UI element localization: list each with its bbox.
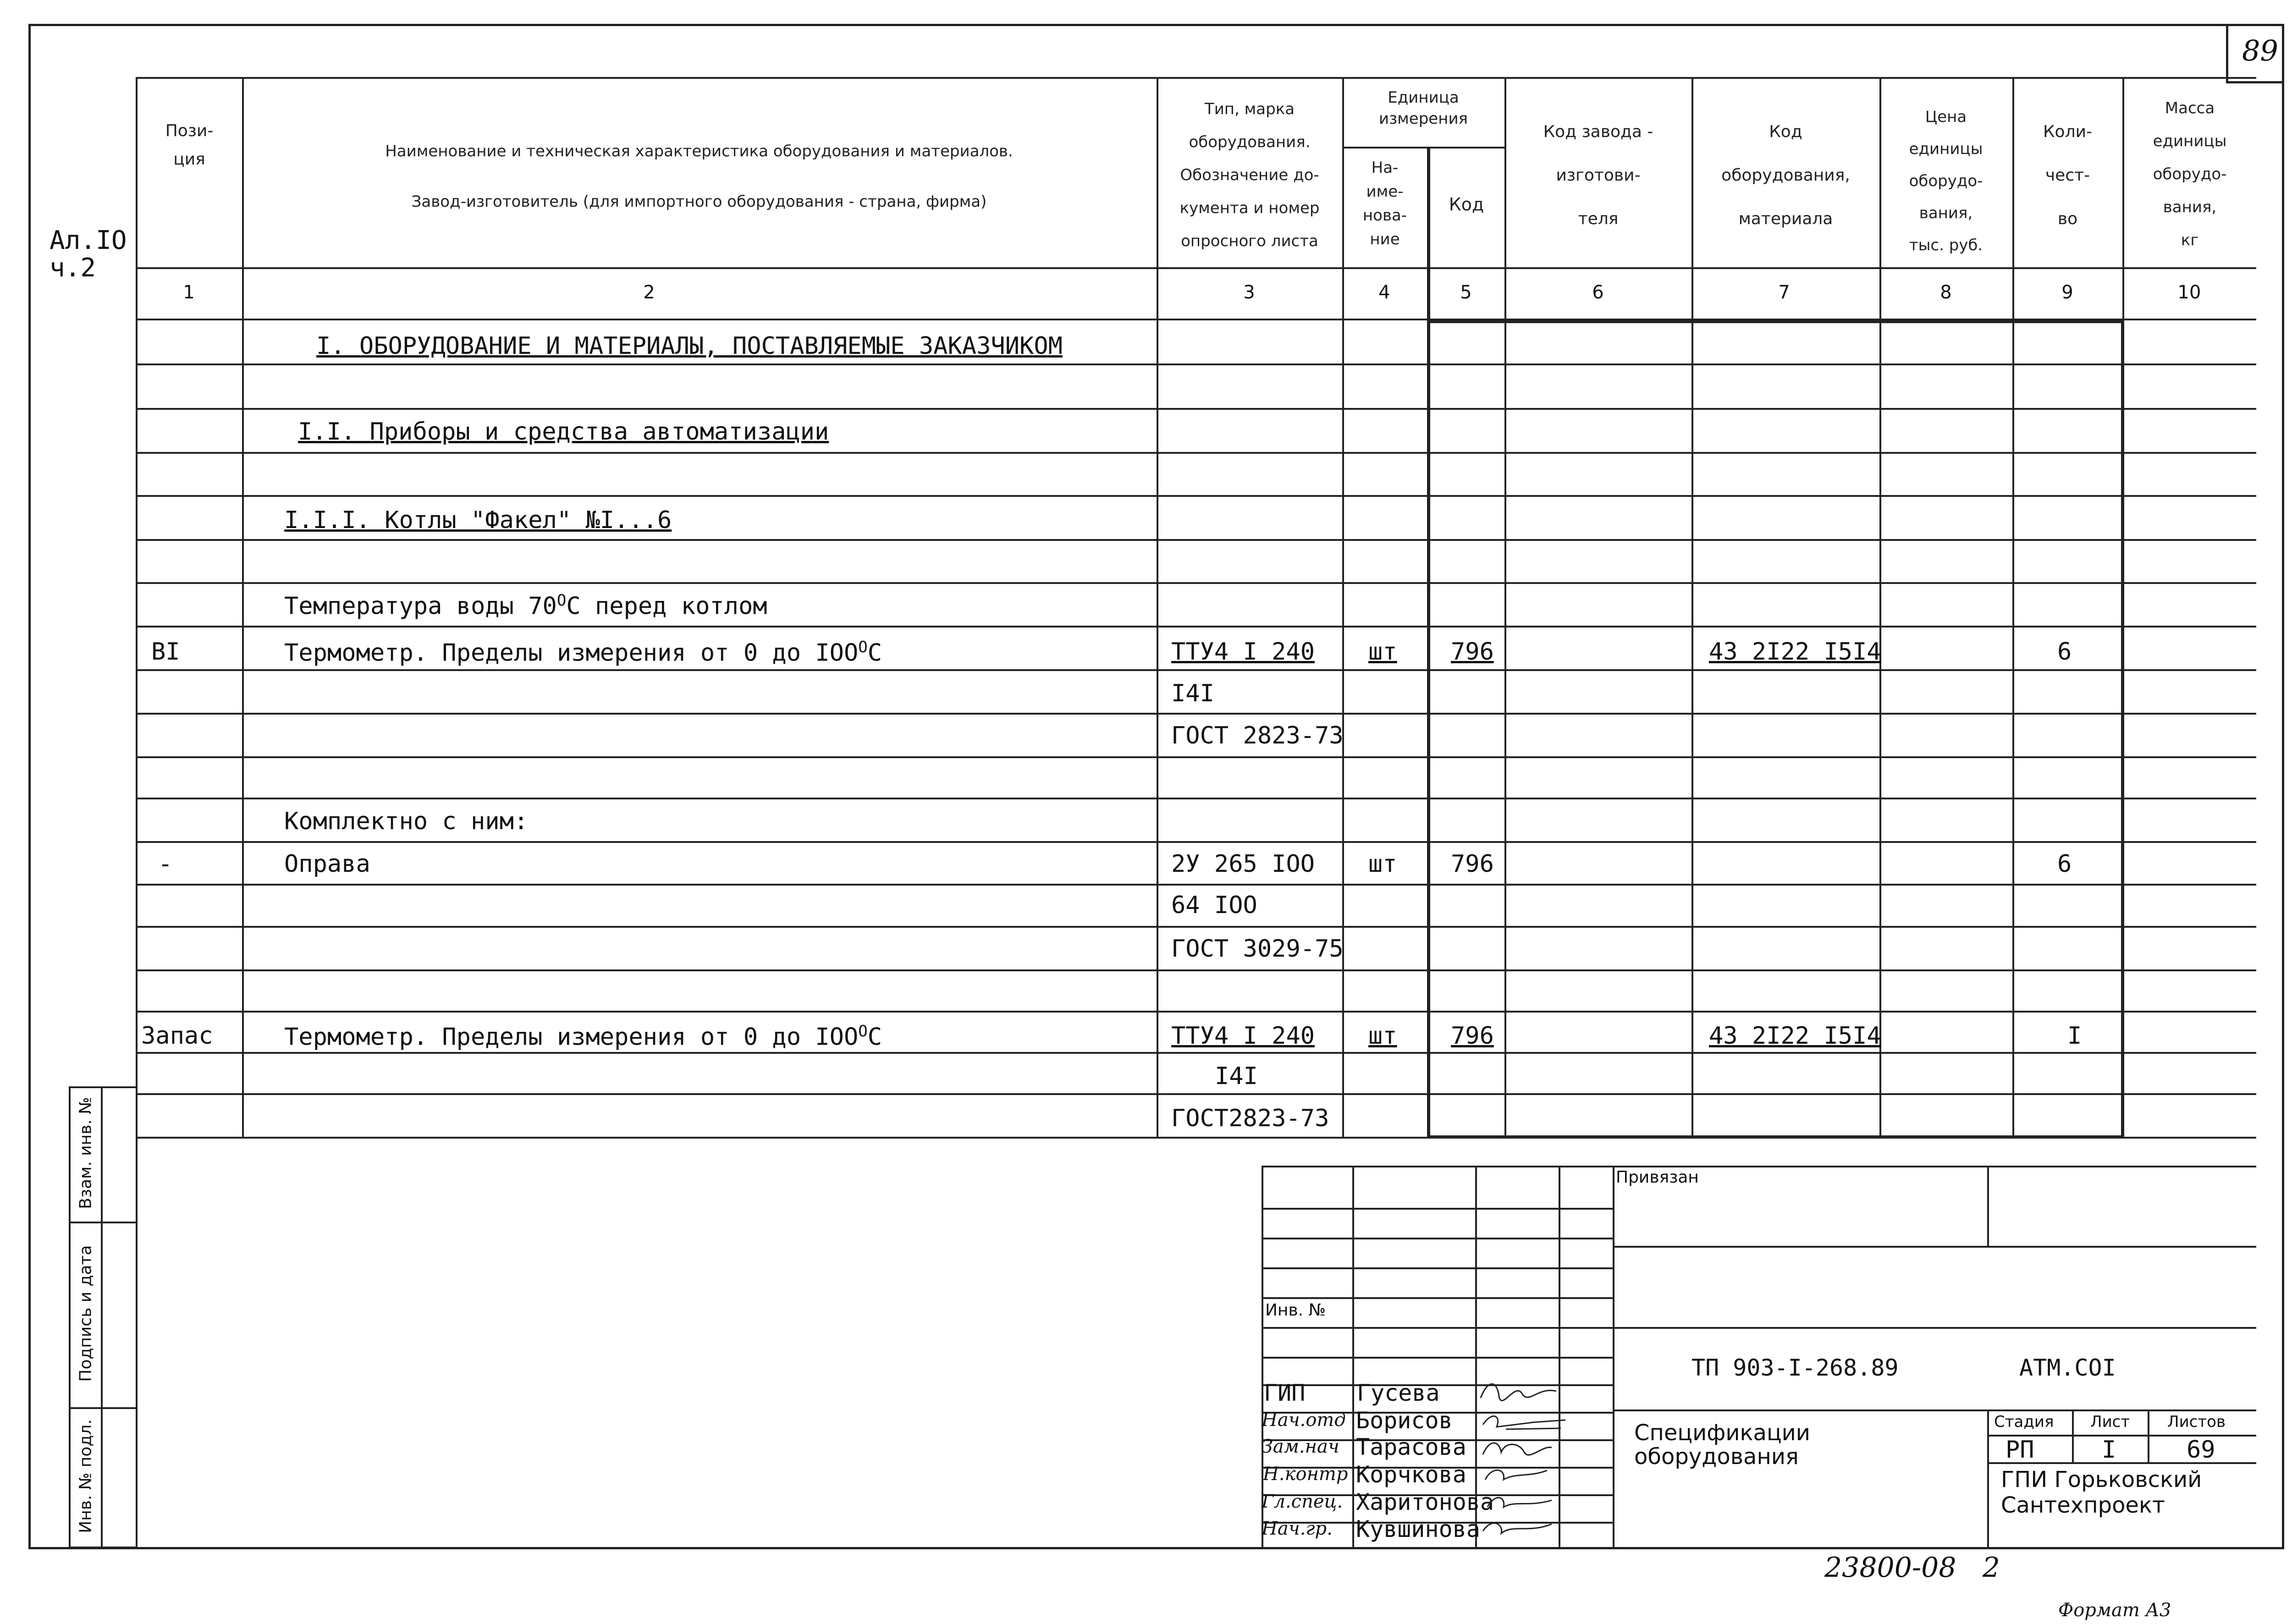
row3-type-3: ГОСТ2823-73 — [1171, 1105, 1329, 1132]
name-nach-gr: Кувшинова — [1356, 1516, 1480, 1542]
signature-4 — [1478, 1461, 1556, 1489]
header-col7: Код оборудования, материала — [1721, 122, 1850, 228]
row1-unit: шт — [1368, 638, 1397, 666]
signature-5 — [1483, 1489, 1561, 1516]
colnum-8: 8 — [1940, 282, 1952, 303]
header-col6: Код завода - изготови- теля — [1543, 122, 1653, 228]
row3-position: Запас — [141, 1022, 213, 1050]
name-zam-nach: Тарасова — [1356, 1434, 1466, 1460]
header-col1: Пози- ция — [165, 121, 214, 169]
side-code — [50, 227, 127, 282]
stage-label: Стадия — [1994, 1413, 2054, 1431]
colnum-5: 5 — [1460, 282, 1472, 303]
row2-name: Оправа — [284, 850, 370, 878]
header-col9: Коли- чест- во — [2043, 122, 2092, 228]
colnum-6: 6 — [1592, 282, 1604, 303]
row1-unit-code: 796 — [1451, 638, 1494, 666]
stage-value: РП — [2006, 1436, 2034, 1464]
signature-3 — [1478, 1434, 1556, 1461]
role-zam-nach: Зам.нач — [1262, 1436, 1339, 1457]
header-col8: Цена единицы оборудо- вания, тыс. руб. — [1909, 108, 1983, 254]
row3-unit: шт — [1368, 1022, 1397, 1050]
format-label: Формат А3 — [2058, 1600, 2171, 1621]
side-code-line2: ч.2 — [50, 253, 96, 283]
role-nach-otd: Нач.отд — [1262, 1409, 1346, 1431]
komplekt-label: Комплектно с ним: — [284, 808, 529, 835]
row3-type-2: I4I — [1215, 1062, 1258, 1090]
role-n-kontr: Н.контр — [1263, 1464, 1348, 1485]
signature-6 — [1478, 1515, 1556, 1542]
signature-2 — [1478, 1406, 1570, 1434]
header-col4: На- име- нова- ние — [1362, 159, 1407, 248]
row3-equipment-code: 43 2I22 I5I4 — [1709, 1022, 1881, 1050]
row1-type-2: I4I — [1171, 680, 1214, 707]
row3-quantity: I — [2067, 1022, 2082, 1050]
row2-type-2: 64 IOO — [1171, 892, 1257, 919]
header-col5: Код — [1449, 194, 1484, 215]
header-col2: Наименование и техническая характеристика оборудования и материалов. Завод-изготовитель (для импортного оборудования - страна, фирма) — [385, 142, 1013, 211]
colnum-10: 10 — [2177, 282, 2201, 303]
role-gip: ГИП — [1264, 1380, 1306, 1406]
inv-podl-label: Инв. № подл. — [76, 1419, 95, 1533]
doc-code: ТП 903-I-268.89 — [1691, 1354, 1899, 1381]
row3-type-1: ТТУ4 I 240 — [1171, 1022, 1315, 1050]
row2-type-1: 2У 265 IOO — [1171, 850, 1315, 878]
role-gl-spec: Гл.спец. — [1262, 1491, 1343, 1512]
row1-type-1: ТТУ4 I 240 — [1171, 638, 1315, 666]
sheets-label: Листов — [2167, 1413, 2226, 1431]
colnum-9: 9 — [2061, 282, 2073, 303]
inv-no-label: Инв. № — [1265, 1301, 1326, 1320]
sheet-number: 89 — [2242, 34, 2278, 67]
sheet-number-box — [2226, 24, 2284, 83]
vzam-inv-label: Взам. инв. № — [76, 1097, 95, 1209]
podpis-data-label: Подпись и дата — [76, 1245, 95, 1382]
colnum-1: 1 — [183, 282, 195, 303]
name-gip: Гусева — [1357, 1380, 1440, 1406]
side-code-line1: Ал.IO — [50, 226, 127, 255]
section-title-3: I.I.I. Котлы "Факел" №I...6 — [284, 506, 672, 534]
archive-number: 23800-08 2 — [1824, 1552, 2000, 1584]
row3-name: Термометр. Пределы измерения от 0 до $IOO^ОС$ — [284, 1022, 882, 1051]
doc-mark: АТМ.COI — [2019, 1354, 2116, 1381]
header-units-group: Единица измерения — [1378, 88, 1468, 128]
row1-position: BI — [151, 638, 180, 666]
row2-quantity: 6 — [2057, 850, 2072, 878]
organization: ГПИ Горьковский Сантехпроект — [2001, 1467, 2202, 1518]
row3-unit-code: 796 — [1451, 1022, 1494, 1050]
row1-type-3: ГОСТ 2823-73 — [1171, 722, 1344, 749]
row2-unit-code: 796 — [1451, 850, 1494, 878]
sheet-label: Лист — [2090, 1413, 2130, 1431]
row1-name: Термометр. Пределы измерения от 0 до $IOO^ОС$ — [284, 638, 882, 667]
row2-position: - — [158, 850, 173, 878]
doc-title: Спецификации оборудования — [1634, 1420, 1810, 1470]
name-n-kontr: Корчкова — [1356, 1461, 1466, 1488]
header-col3: Тип, марка оборудования. Обозначение до- кумента и номер опросного листа — [1179, 100, 1320, 250]
role-nach-gr: Нач.гр. — [1262, 1518, 1333, 1539]
header-col10: Масса единицы оборудо- вания, кг — [2153, 99, 2227, 249]
row1-equipment-code: 43 2I22 I5I4 — [1709, 638, 1881, 666]
privyazan-label: Привязан — [1616, 1168, 1699, 1187]
colnum-2: 2 — [643, 282, 655, 303]
colnum-7: 7 — [1778, 282, 1790, 303]
name-nach-otd: Борисов — [1356, 1407, 1453, 1434]
row2-unit: шт — [1368, 850, 1397, 878]
name-gl-spec: Харитонова — [1356, 1489, 1494, 1515]
colnum-4: 4 — [1378, 282, 1390, 303]
colnum-3: 3 — [1243, 282, 1255, 303]
signature-1 — [1478, 1377, 1561, 1405]
sheet-value: I — [2102, 1436, 2116, 1464]
section-title-4: Температура воды $70^ОС$ перед котлом — [284, 591, 767, 620]
sheets-value: 69 — [2187, 1436, 2215, 1464]
section-title-2: I.I. Приборы и средства автоматизации — [298, 418, 829, 446]
row1-quantity: 6 — [2057, 638, 2072, 666]
row2-type-3: ГОСТ 3029-75 — [1171, 935, 1344, 963]
section-title-1: I. ОБОРУДОВАНИЕ И МАТЕРИАЛЫ, ПОСТАВЛЯЕМЫЕ ЗАКАЗЧИКОМ — [316, 332, 1063, 360]
